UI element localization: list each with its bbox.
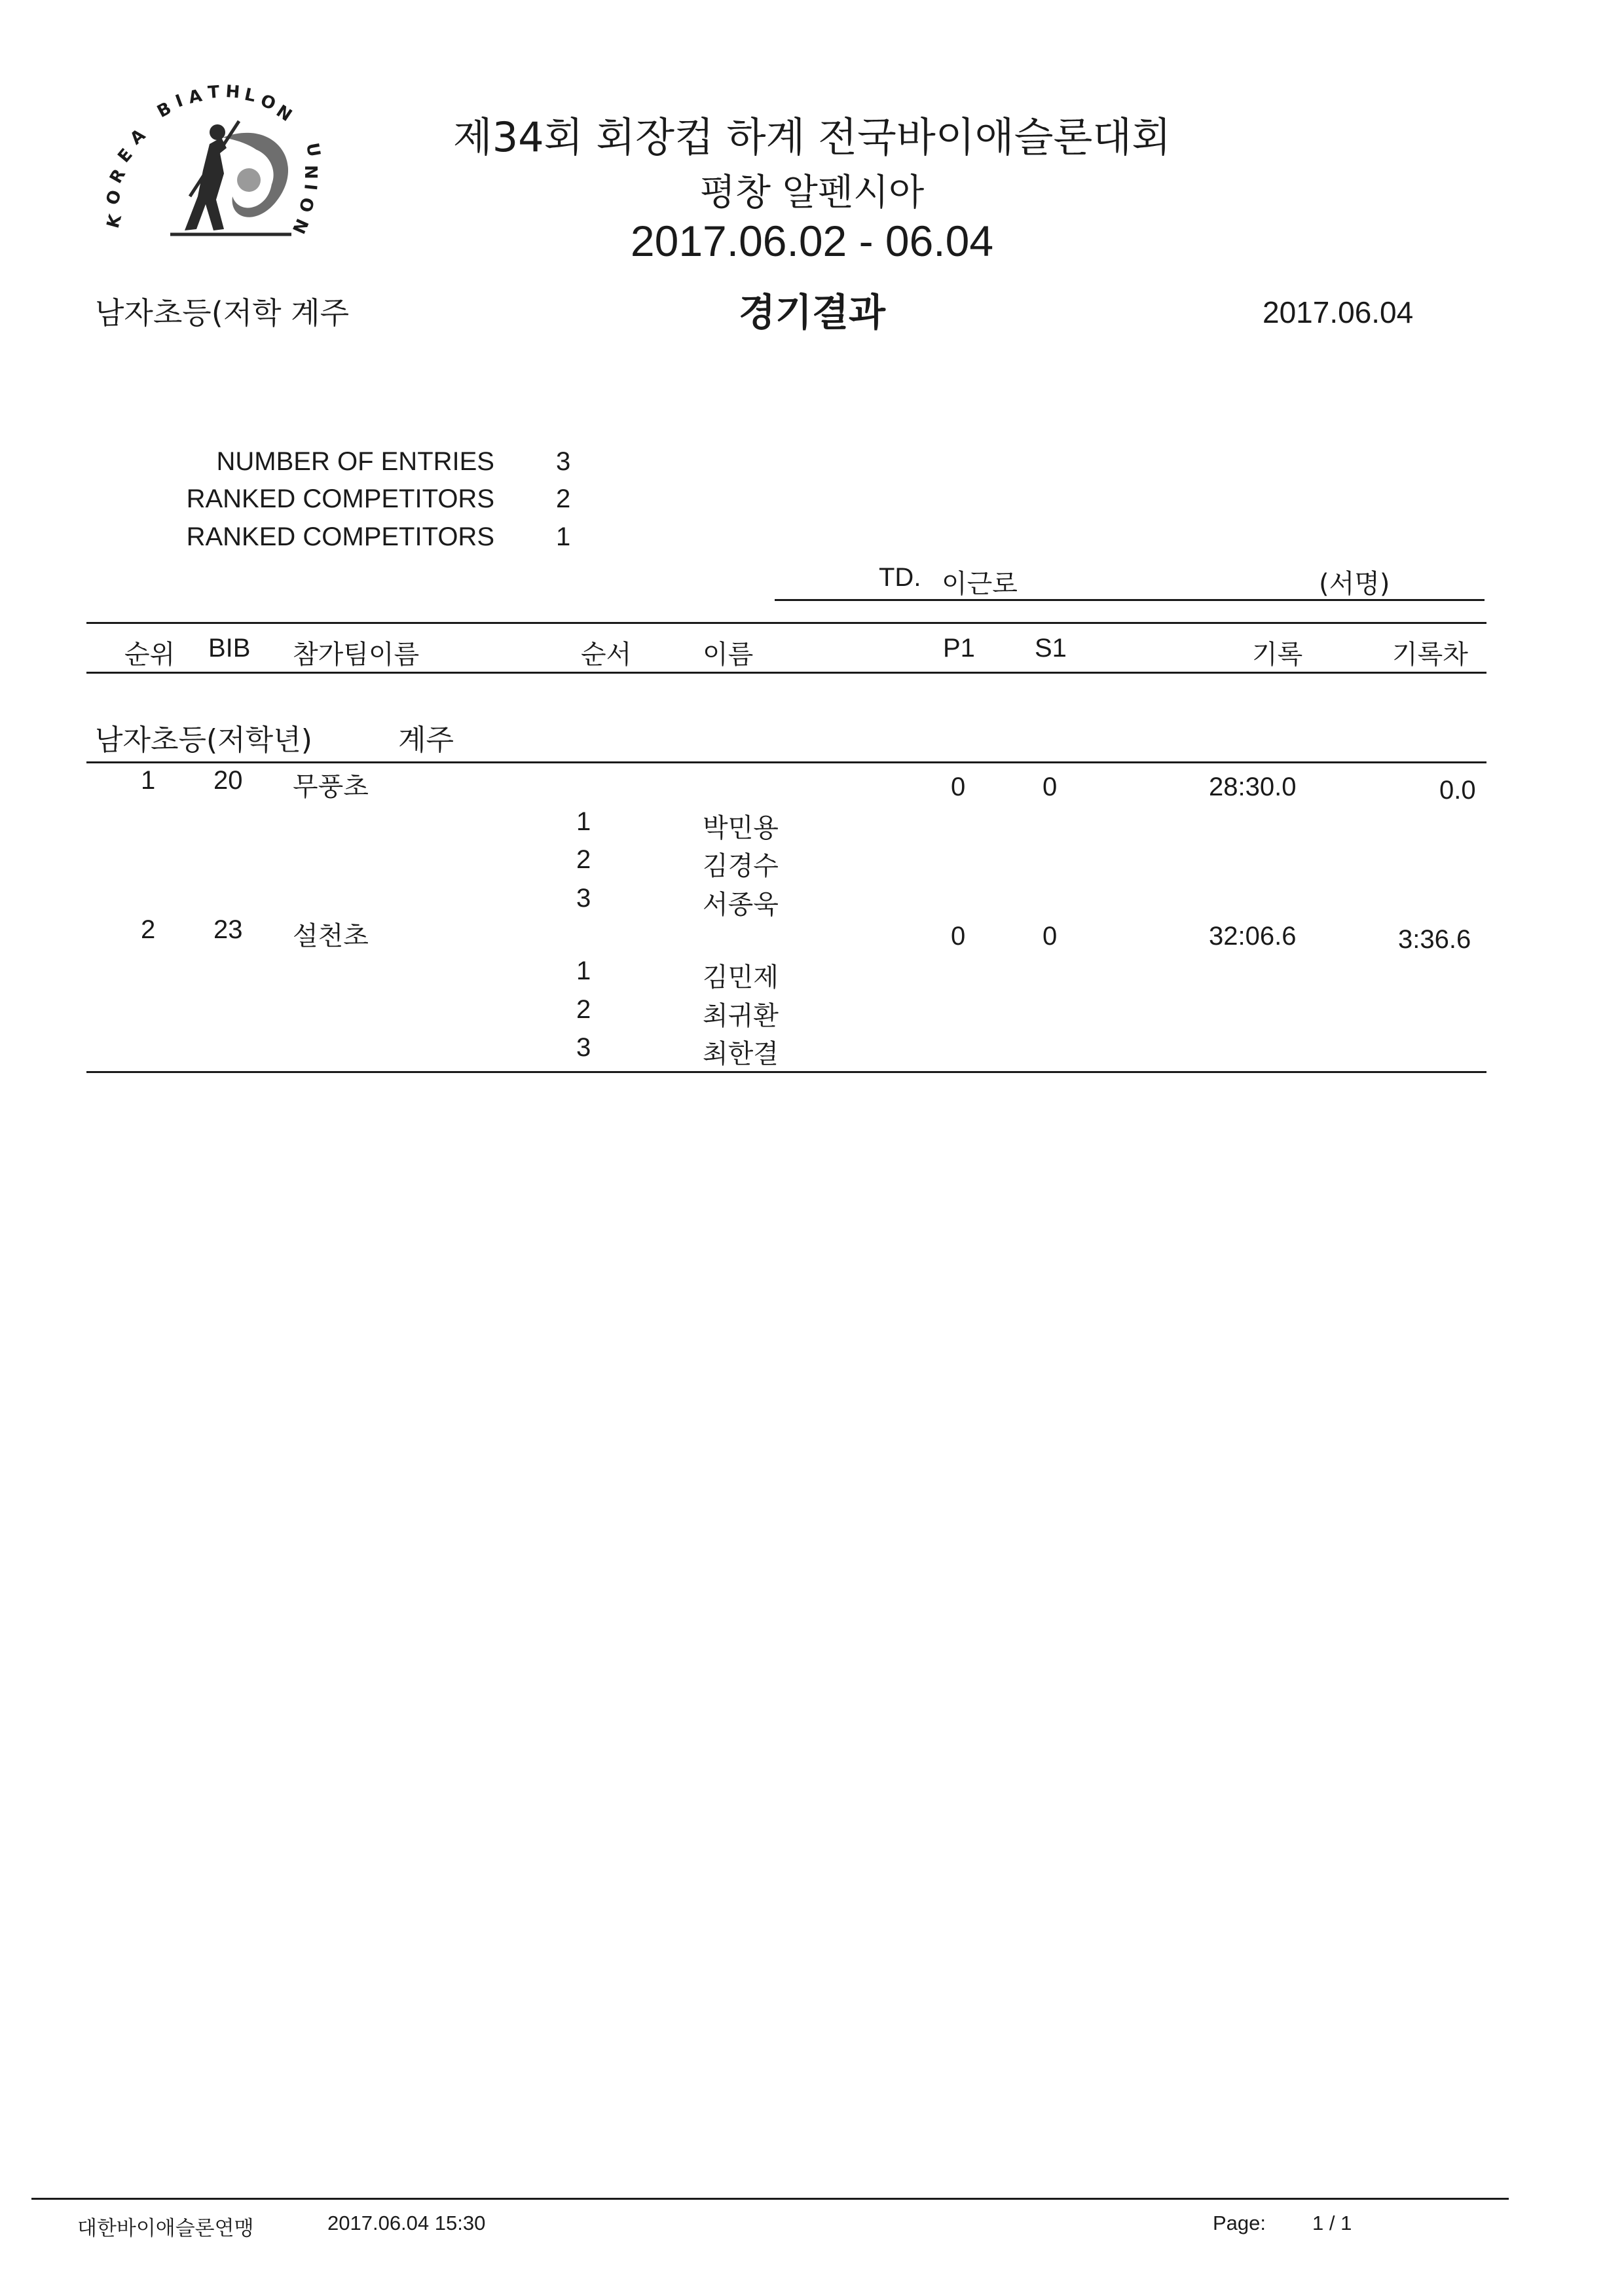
member-order: 2 [576, 845, 591, 874]
member-order: 3 [576, 1033, 591, 1062]
member-name: 김민제 [703, 962, 779, 993]
logo-letter: N [272, 101, 295, 126]
results-heading: 경기결과 [738, 290, 886, 335]
result-date: 2017.06.04 [1263, 295, 1414, 329]
col-p1: P1 [943, 634, 975, 663]
stat-label: RANKED COMPETITORS [186, 522, 494, 551]
stat-label: RANKED COMPETITORS [186, 484, 494, 513]
td-name: 이근로 [942, 569, 1018, 599]
table-bottom-rule [86, 1071, 1486, 1073]
logo-letter: L [242, 84, 257, 107]
section-rule [86, 761, 1486, 763]
team-diff: 0.0 [1439, 776, 1476, 805]
col-time: 기록 [1252, 640, 1303, 670]
footer-page-label: Page: [1213, 2212, 1266, 2234]
col-s1: S1 [1035, 634, 1067, 663]
signature-label: (서명) [1319, 569, 1390, 599]
section-event: 계주 [398, 723, 454, 757]
footer-rule [31, 2198, 1509, 2200]
team-rank: 2 [141, 915, 156, 944]
logo-letter: O [257, 90, 279, 115]
col-diff: 기록차 [1392, 640, 1468, 670]
logo-letter: H [225, 82, 241, 103]
team-diff: 3:36.6 [1398, 925, 1471, 954]
team-bib: 20 [213, 766, 243, 795]
stat-value: 2 [556, 484, 571, 513]
event-name: 남자초등(저학 계주 [95, 295, 350, 331]
team-time: 32:06.6 [1209, 922, 1297, 951]
td-label: TD. [879, 563, 921, 592]
stat-value: 1 [556, 522, 571, 551]
team-name: 설천초 [293, 921, 369, 951]
member-order: 3 [576, 884, 591, 913]
member-name: 박민용 [703, 813, 779, 843]
team-s1: 0 [1043, 773, 1058, 801]
member-name: 서종욱 [703, 890, 779, 920]
competition-dates: 2017.06.02 - 06.04 [630, 217, 994, 265]
logo-letter: E [114, 145, 137, 167]
logo-letter: O [294, 195, 318, 215]
logo-letter: T [207, 82, 221, 103]
logo-letter: I [300, 183, 320, 192]
team-rank: 1 [141, 766, 156, 795]
logo-letter: K [103, 212, 126, 230]
stat-label: NUMBER OF ENTRIES [216, 447, 494, 476]
col-order: 순서 [581, 640, 632, 670]
logo-letter: O [102, 187, 126, 208]
footer-org: 대한바이애슬론연맹 [77, 2217, 254, 2240]
col-team: 참가팀이름 [293, 640, 420, 670]
logo-letter: B [154, 98, 175, 122]
col-rank: 순위 [124, 640, 175, 670]
logo-letter: I [173, 91, 186, 112]
member-name: 최귀환 [703, 1001, 779, 1031]
member-order: 2 [576, 995, 591, 1024]
team-time: 28:30.0 [1209, 773, 1297, 801]
venue: 평창 알펜시아 [699, 172, 925, 214]
col-bib: BIB [208, 634, 251, 663]
team-bib: 23 [213, 915, 243, 944]
member-name: 최한결 [703, 1039, 779, 1069]
footer-page-value: 1 / 1 [1312, 2212, 1352, 2234]
competition-title: 제34회 회장컵 하계 전국바이애슬론대회 [452, 113, 1172, 161]
header-bottom-rule [86, 672, 1486, 674]
section-category: 남자초등(저학년) [95, 723, 312, 757]
team-p1: 0 [951, 773, 966, 801]
logo-letter: U [302, 141, 324, 159]
logo-letter: N [301, 165, 320, 179]
team-name: 무풍초 [293, 772, 369, 802]
col-name: 이름 [703, 640, 754, 670]
logo-letter: R [106, 166, 130, 187]
team-p1: 0 [951, 922, 966, 951]
logo-letter: A [187, 86, 204, 108]
logo-letter: N [287, 215, 312, 237]
logo-letter: A [126, 125, 149, 149]
signature-line [775, 599, 1485, 601]
footer-timestamp: 2017.06.04 15:30 [327, 2212, 486, 2234]
table-top-rule [86, 622, 1486, 624]
member-order: 1 [576, 957, 591, 985]
member-order: 1 [576, 807, 591, 836]
member-name: 김경수 [703, 851, 779, 881]
team-s1: 0 [1043, 922, 1058, 951]
stat-value: 3 [556, 447, 571, 476]
